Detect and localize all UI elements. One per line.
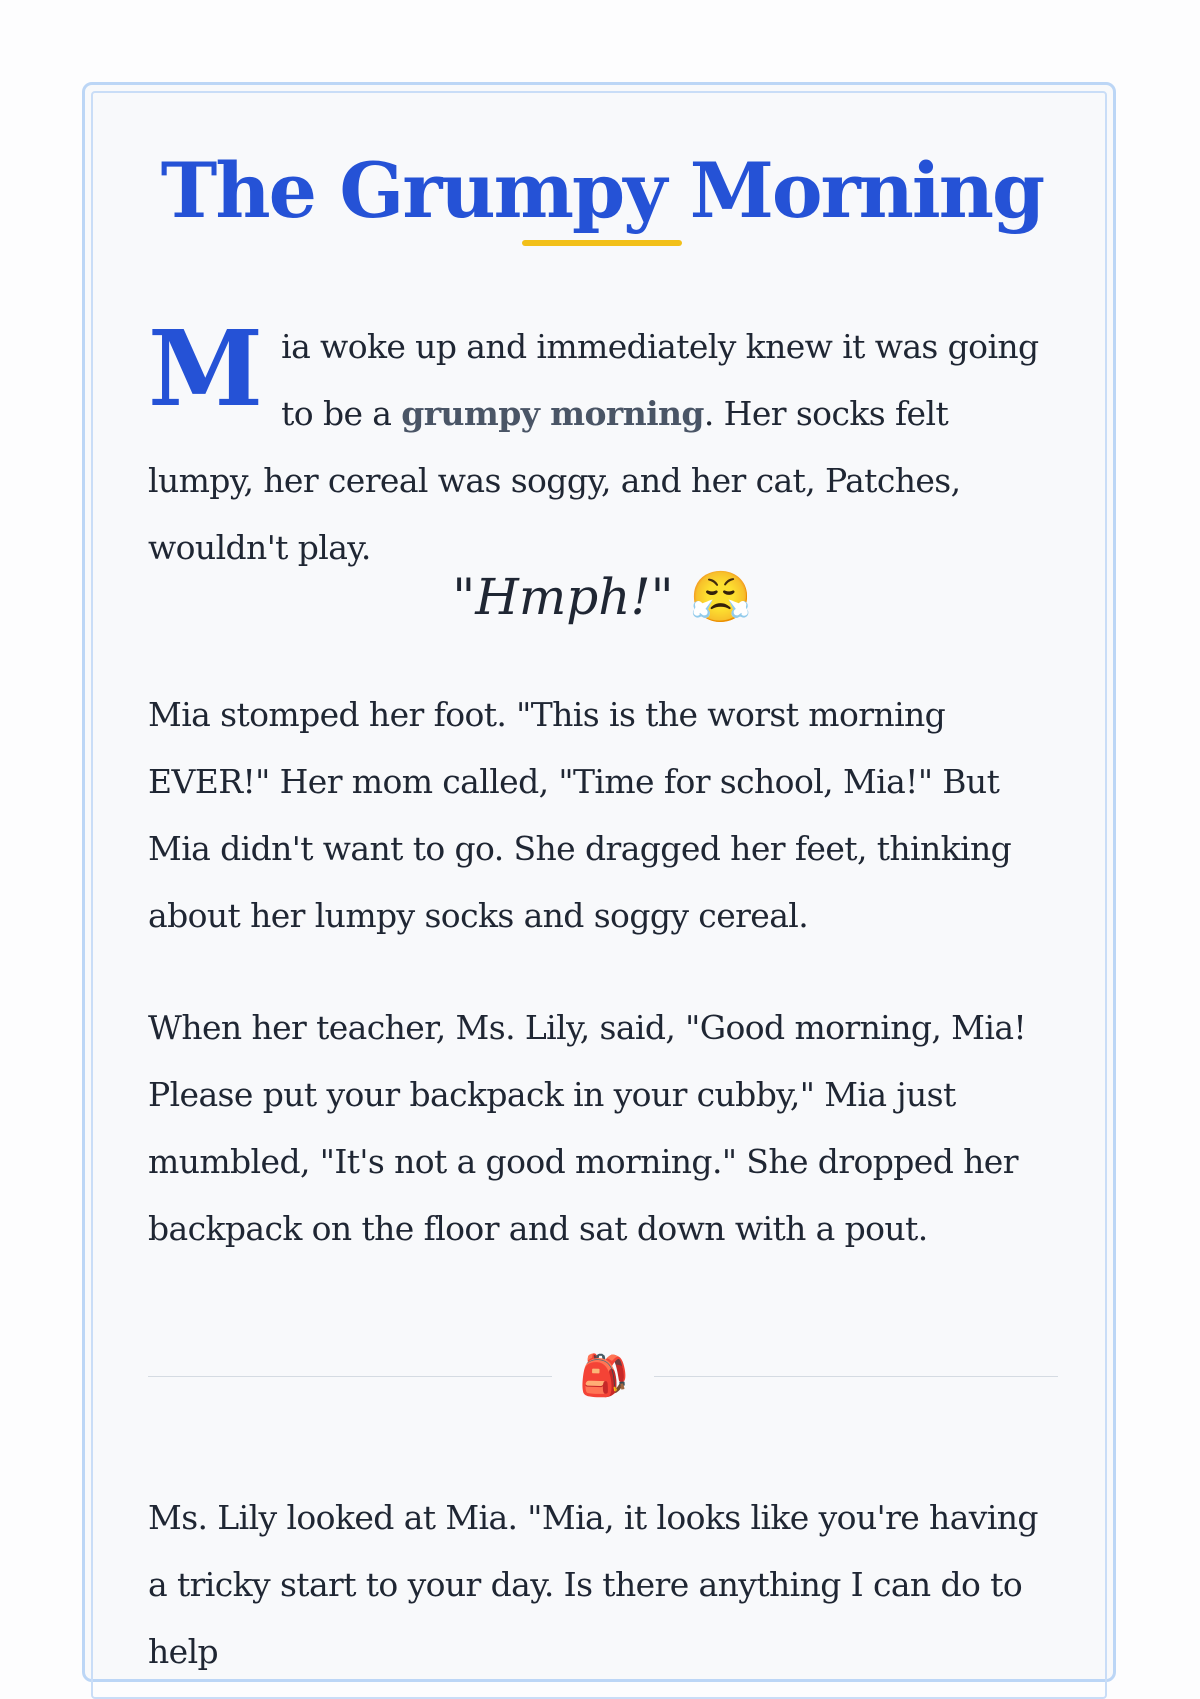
story-title: The Grumpy Morning [160, 146, 1044, 235]
huffing-face-icon: 😤 [689, 568, 752, 626]
paragraph-1-start: ia woke up and immediately knew it was going to be a [281, 327, 1039, 433]
section-divider [148, 1348, 1058, 1398]
paragraph-3: When her teacher, Ms. Lily, said, "Good morning, Mia! Please put your backpack in your cubby," Mia just mumbled, "It's not a good morning." She dropped her backpack on the floor and sat down with a pout. [148, 1008, 1027, 1248]
backpack-icon: 🎒 [579, 1353, 629, 1399]
paragraph-2: Mia stomped her foot. "This is the worst morning EVER!" Her mom called, "Time for school, Mia!" But Mia didn't want to go. She dragged her feet, thinking about her lumpy socks and soggy cereal. [148, 695, 1012, 935]
title-underline [522, 240, 682, 246]
exclamation [148, 562, 1056, 632]
highlight-phrase: grumpy morning [401, 394, 704, 433]
paragraph-4: Ms. Lily looked at Mia. "Mia, it looks like you're having a tricky start to your day. Is there anything I can do to help [148, 1498, 1038, 1671]
divider-line-right [654, 1376, 1058, 1377]
drop-cap: M [148, 307, 260, 430]
divider-line-left [148, 1376, 552, 1377]
exclamation-text: "Hmph!" [452, 568, 674, 626]
paragraph-1 [148, 307, 1058, 581]
paragraph-1-end: . Her socks felt lumpy, her cereal was soggy, and her cat, Patches, wouldn't play. [148, 394, 961, 567]
